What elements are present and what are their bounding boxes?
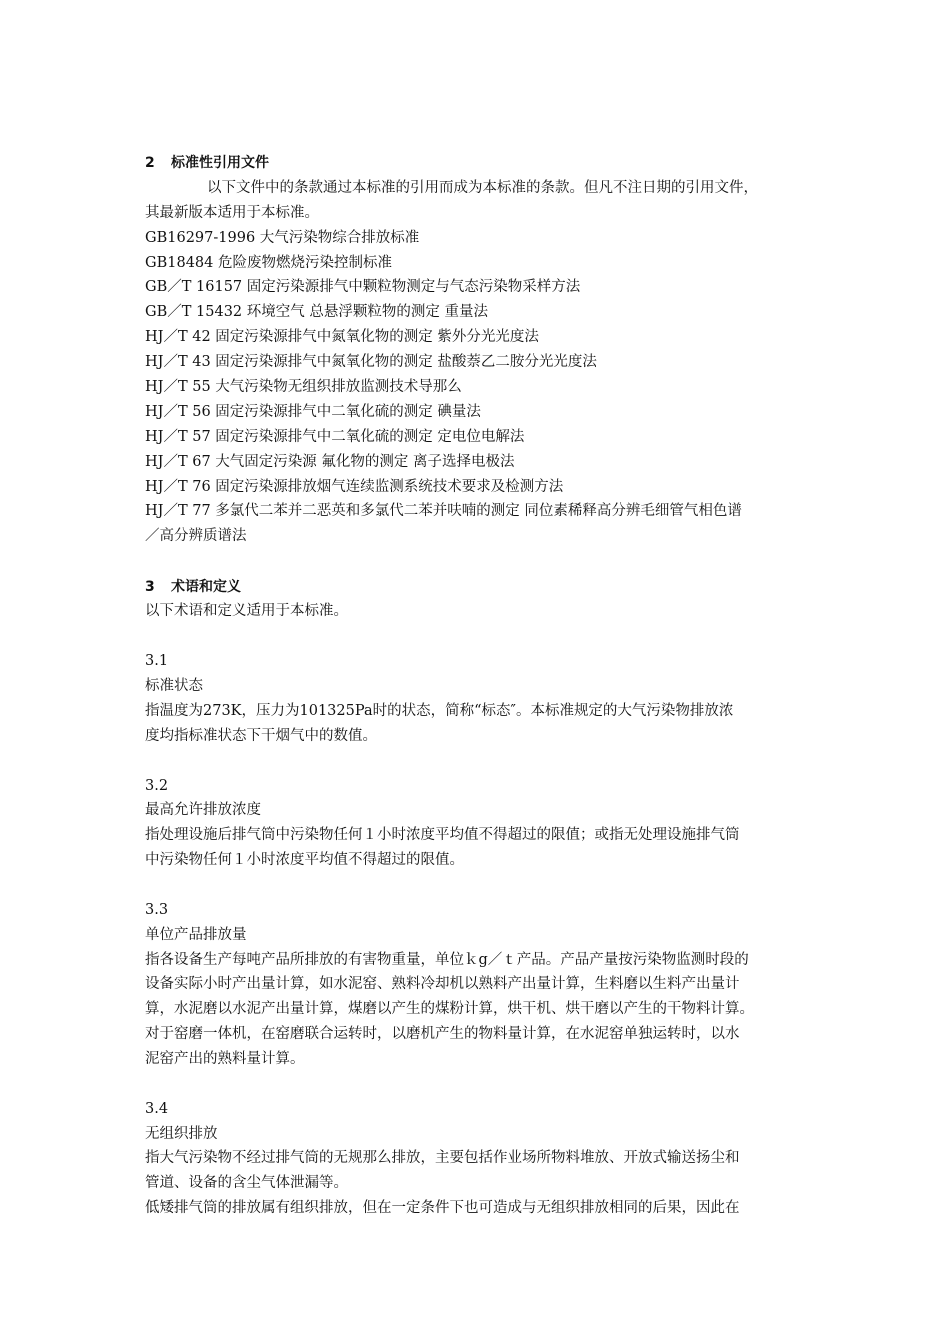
reference-item: HJ／T 43 固定污染源排气中氮氧化物的测定 盐酸萘乙二胺分光光度法 [145, 354, 597, 370]
section-2-intro-line-1: 以下文件中的条款通过本标准的引用而成为本标准的条款。但凡不注日期的引用文件， [207, 180, 758, 196]
term-name: 无组织排放 [145, 1126, 218, 1142]
section-3-intro: 以下术语和定义适用于本标准。 [145, 603, 348, 619]
reference-item-continuation: ／高分辨质谱法 [145, 528, 247, 544]
term-definition-line: 指各设备生产每吨产品所排放的有害物重量，单位ｋg／ｔ产品。产品产量按污染物监测时段的 [145, 952, 749, 968]
reference-item: HJ／T 77 多氯代二苯并二恶英和多氯代二苯并呋喃的测定 同位素稀释高分辨毛细管气相色谱 [145, 503, 742, 519]
term-id: 3.4 [145, 1101, 169, 1117]
term-definition-line: 算，水泥磨以水泥产出量计算，煤磨以产生的煤粉计算，烘干机、烘干磨以产生的干物料计算。 [145, 1001, 754, 1017]
reference-item: HJ／T 57 固定污染源排气中二氧化硫的测定 定电位电解法 [145, 429, 525, 445]
section-2-heading [145, 153, 815, 173]
term-definition-line: 设备实际小时产出量计算，如水泥窑、熟料冷却机以熟料产出量计算，生料磨以生料产出量计 [145, 976, 740, 992]
term-id: 3.3 [145, 902, 169, 918]
reference-item: GB18484 危险废物燃烧污染控制标准 [145, 255, 392, 271]
term-name: 最高允许排放浓度 [145, 802, 261, 818]
section-3-heading [145, 577, 815, 597]
term-definition-line: 中污染物任何１小时浓度平均值不得超过的限值。 [145, 852, 464, 868]
reference-item: GB／T 16157 固定污染源排气中颗粒物测定与气态污染物采样方法 [145, 279, 581, 295]
section-number: 3 [145, 579, 155, 595]
term-definition-line: 管道、设备的含尘气体泄漏等。 [145, 1175, 348, 1191]
term-id: 3.1 [145, 653, 169, 669]
reference-item: HJ／T 42 固定污染源排气中氮氧化物的测定 紫外分光光度法 [145, 329, 539, 345]
term-name: 标准状态 [145, 678, 203, 694]
reference-item: GB16297-1996 大气污染物综合排放标准 [145, 230, 420, 246]
term-definition-line: 度均指标准状态下干烟气中的数值。 [145, 728, 377, 744]
term-id: 3.2 [145, 778, 169, 794]
term-name: 单位产品排放量 [145, 927, 247, 943]
reference-item: HJ／T 56 固定污染源排气中二氧化硫的测定 碘量法 [145, 404, 481, 420]
term-definition-line: 指处理设施后排气筒中污染物任何１小时浓度平均值不得超过的限值；或指无处理设施排气筒 [145, 827, 740, 843]
reference-item: GB／T 15432 环境空气 总悬浮颗粒物的测定 重量法 [145, 304, 488, 320]
reference-item: HJ／T 67 大气固定污染源 氟化物的测定 离子选择电极法 [145, 454, 515, 470]
reference-item: HJ／T 55 大气污染物无组织排放监测技术导那么 [145, 379, 462, 395]
term-definition-line: 泥窑产出的熟料量计算。 [145, 1051, 305, 1067]
section-title: 术语和定义 [171, 579, 241, 595]
term-definition-line: 对于窑磨一体机，在窑磨联合运转时，以磨机产生的物料量计算，在水泥窑单独运转时，以水 [145, 1026, 740, 1042]
term-definition-line: 指温度为273K，压力为101325Pa时的状态，简称“标态″。本标准规定的大气污染物排放浓 [145, 703, 734, 719]
section-title: 标准性引用文件 [171, 155, 269, 171]
section-number: 2 [145, 155, 155, 171]
term-definition-line: 指大气污染物不经过排气筒的无规那么排放，主要包括作业场所物料堆放、开放式输送扬尘和 [145, 1150, 740, 1166]
term-definition-line: 低矮排气筒的排放属有组织排放，但在一定条件下也可造成与无组织排放相同的后果，因此在 [145, 1200, 740, 1216]
section-2-intro-line-2: 其最新版本适用于本标准。 [145, 205, 319, 221]
reference-item: HJ／T 76 固定污染源排放烟气连续监测系统技术要求及检测方法 [145, 479, 564, 495]
